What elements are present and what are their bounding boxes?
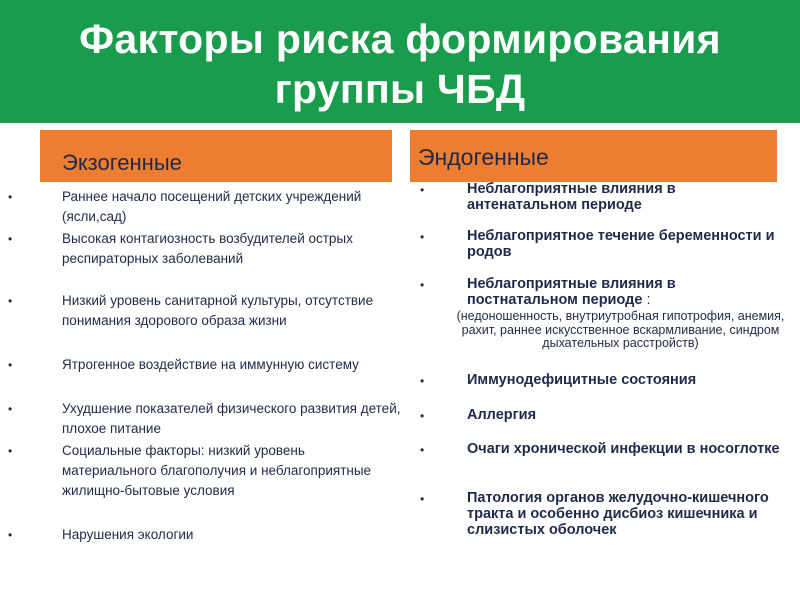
- list-item-text: [467, 276, 787, 308]
- list-item-text: Социальные факторы: низкий уровень материального благополучия и неблагоприятные жилищно-бытовые условия: [62, 443, 372, 498]
- bullet-icon: •: [420, 409, 425, 423]
- page-title-line-1: Факторы риска формирования: [79, 16, 721, 62]
- bullet-icon: •: [8, 528, 13, 542]
- list-item-text: Неблагоприятные влияния в антенатальном периоде: [467, 181, 676, 213]
- endogenous-header-label: Эндогенные: [418, 144, 549, 170]
- list-item-text: Иммунодефицитные состояния: [467, 372, 697, 388]
- bullet-icon: •: [8, 402, 13, 416]
- list-item-text: Раннее начало посещений детских учреждений (ясли,сад): [62, 189, 362, 224]
- list-item-text: Ятрогенное воздействие на иммунную систему: [62, 357, 359, 372]
- list-item-text: Низкий уровень санитарной культуры, отсутствие понимания здорового образа жизни: [62, 293, 374, 328]
- bullet-icon: •: [420, 278, 425, 292]
- bullet-icon: •: [8, 190, 13, 204]
- exogenous-header: [40, 130, 392, 182]
- bullet-icon: •: [8, 294, 13, 308]
- list-item-main-text: Неблагоприятные влияния в постнатальном периоде: [467, 276, 676, 308]
- list-item-suffix: :: [642, 292, 651, 308]
- bullet-icon: •: [420, 443, 425, 457]
- bullet-icon: •: [8, 358, 13, 372]
- title-band: [0, 0, 800, 123]
- exogenous-header-label: Экзогенные: [62, 150, 182, 175]
- bullet-icon: •: [420, 230, 425, 244]
- page-title-line-2: группы ЧБД: [274, 66, 526, 112]
- list-item-text: Неблагоприятное течение беременности и родов: [467, 228, 775, 260]
- bullet-icon: •: [420, 374, 425, 388]
- page-title: [20, 14, 780, 114]
- list-item-text: Очаги хронической инфекции в носоглотке: [467, 441, 780, 457]
- endogenous-header: [410, 130, 777, 182]
- list-item-text: Высокая контагиозность возбудителей острых респираторных заболеваний: [62, 231, 353, 266]
- bullet-icon: •: [8, 232, 13, 246]
- list-item-text: Патология органов желудочно-кишечного тракта и особенно дисбиоз кишечника и слизистых оболочек: [467, 490, 769, 538]
- bullet-icon: •: [8, 444, 13, 458]
- list-item-text: Нарушения экологии: [62, 527, 194, 542]
- list-item-text: Ухудшение показателей физического развития детей, плохое питание: [62, 401, 401, 436]
- bullet-icon: •: [420, 183, 425, 197]
- bullet-icon: •: [420, 492, 425, 506]
- postnatal-note: (недоношенность, внутриутробная гипотрофия, анемия, рахит, раннее искусственное вскармливание, синдром дыхательных расстройств): [456, 309, 785, 350]
- list-item-text: Аллергия: [467, 407, 537, 423]
